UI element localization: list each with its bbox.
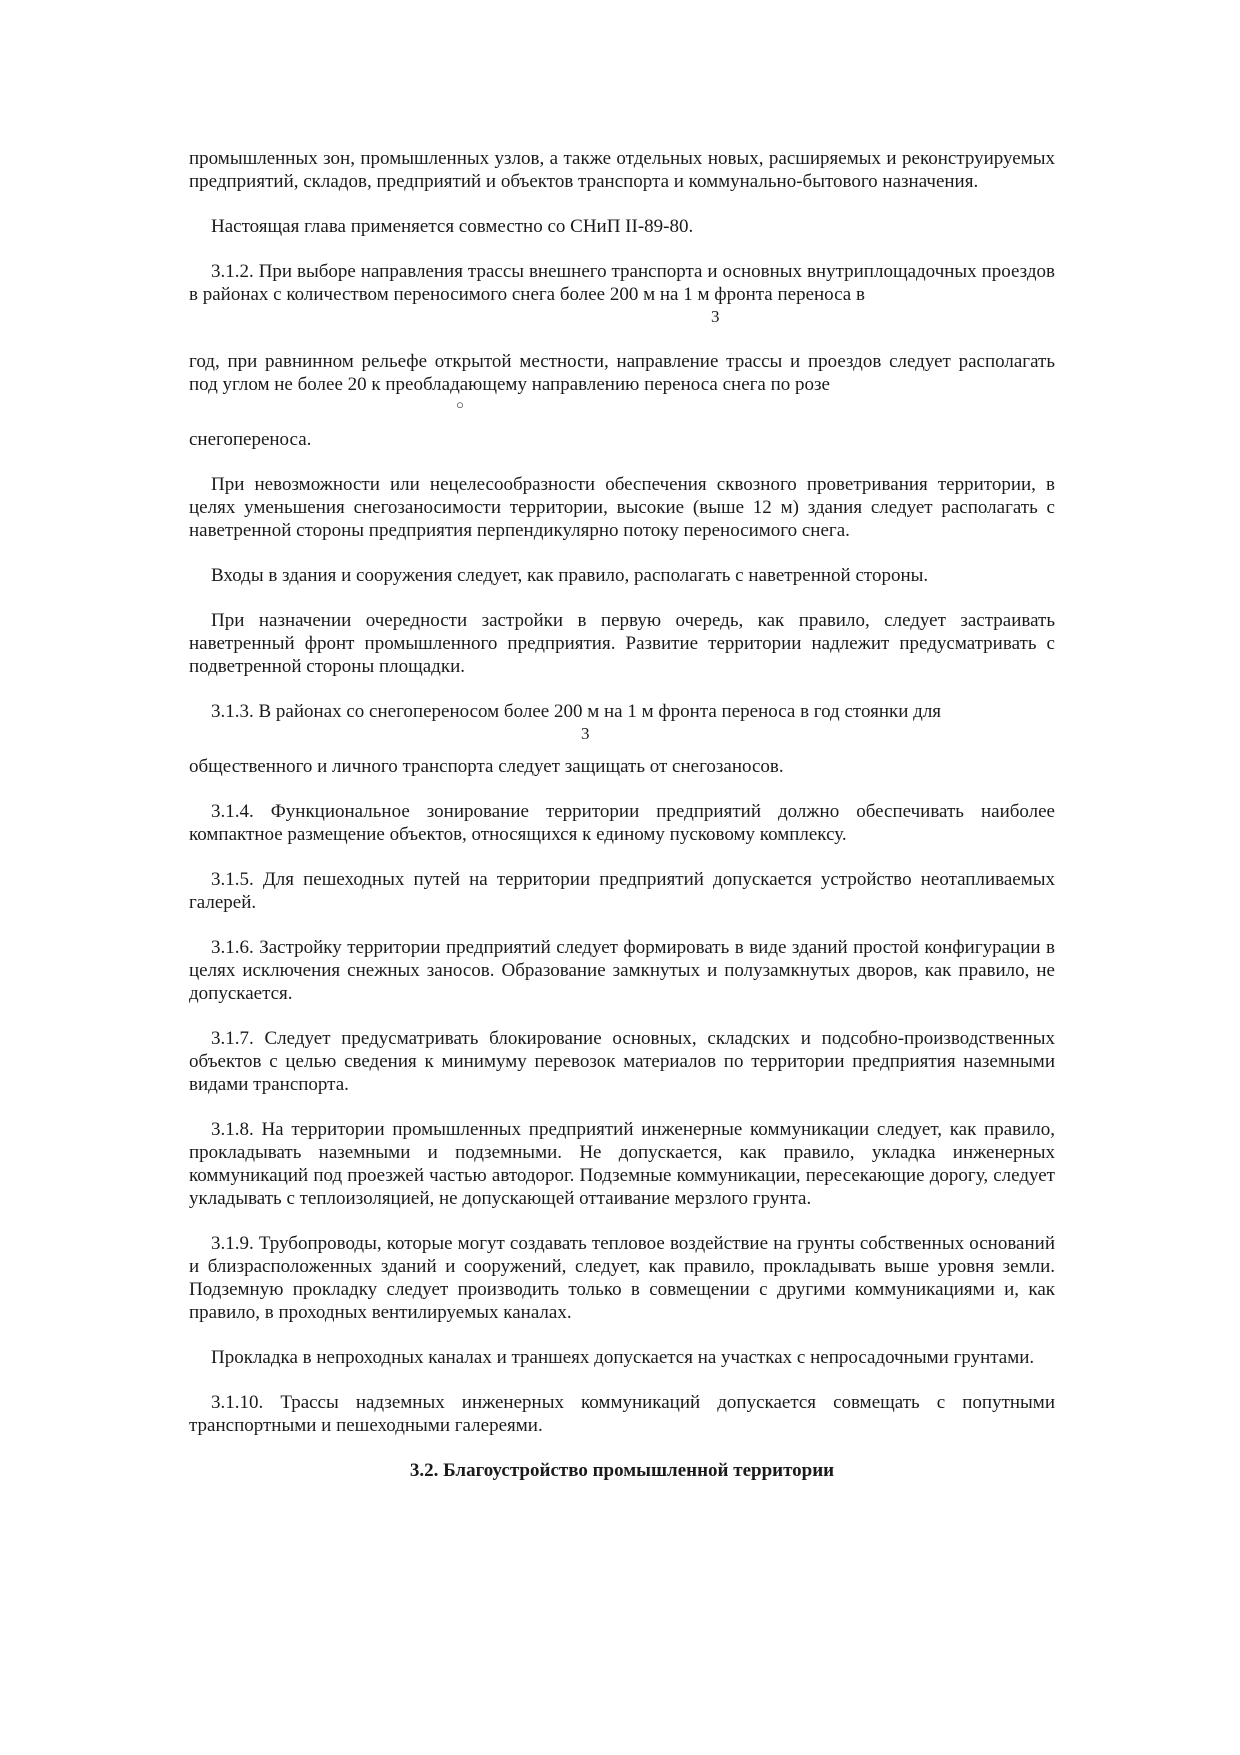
paragraph-channels: Прокладка в непроходных каналах и траншеях допускается на участках с непросадочными грунтами. <box>211 1347 1035 1368</box>
paragraph-snip-reference: Настоящая глава применяется совместно со СНиП II-89-80. <box>211 216 694 237</box>
paragraph-3-1-3-part1: 3.1.3. В районах со снегопереносом более 200 м на 1 м фронта переноса в год стоянки для <box>211 701 942 722</box>
degree-symbol-row <box>189 395 1055 418</box>
paragraph-entrances: Входы в здания и сооружения следует, как правило, располагать с наветренной стороны. <box>211 565 929 586</box>
paragraph-3-1-2-part3: снегопереноса. <box>189 429 312 450</box>
paragraph-3-1-8: 3.1.8. На территории промышленных предприятий инженерные коммуникации следует, как правило, прокладывать наземными и подземными. Не допускается, как правило, укладка инженерных коммуникаций под проезжей частью автодорог. Подземные коммуникации, пересекающие дорогу, следует укладывать с теплоизоляцией, не допускающей оттаивание мерзлого грунта. <box>189 1119 1055 1209</box>
paragraph-construction-order: При назначении очередности застройки в первую очередь, как правило, следует застраивать наветренный фронт промышленного предприятия. Развитие территории надлежит предусматривать с подветренной стороны площадки. <box>189 610 1055 677</box>
paragraph-ventilation: При невозможности или нецелесообразности обеспечения сквозного проветривания территории, в целях уменьшения снегозаносимости территории, высокие (выше 12 м) здания следует располагать с наветренной стороны предприятия перпендикулярно потоку переносимого снега. <box>189 474 1055 541</box>
cubic-superscript-row <box>189 305 1055 328</box>
cubic-superscript: 3 <box>711 307 720 326</box>
paragraph-3-1-9: 3.1.9. Трубопроводы, которые могут создавать тепловое воздействие на грунты собственных оснований и близрасположенных зданий и сооружений, следует, как правило, прокладывать выше уровня земли. Подземную прокладку следует производить только в совмещении с другими коммуникациями и, как правило, в проходных вентилируемых каналах. <box>189 1233 1055 1323</box>
cubic-superscript-row-2 <box>189 722 1055 745</box>
degree-symbol: ○ <box>456 397 464 412</box>
paragraph-3-1-6: 3.1.6. Застройку территории предприятий следует формировать в виде зданий простой конфигурации в целях исключения снежных заносов. Образование замкнутых и полузамкнутых дворов, как правило, не допускается. <box>189 937 1055 1004</box>
document-page <box>189 147 1055 1482</box>
paragraph-3-1-10: 3.1.10. Трассы надземных инженерных коммуникаций допускается совмещать с попутными транспортными и пешеходными галереями. <box>189 1392 1055 1436</box>
paragraph-3-1-4: 3.1.4. Функциональное зонирование территории предприятий должно обеспечивать наиболее компактное размещение объектов, относящихся к единому пусковому комплексу. <box>189 801 1055 845</box>
paragraph-3-1-3-part2: общественного и личного транспорта следует защищать от снегозаносов. <box>189 756 784 777</box>
paragraph-3-1-2-part1: 3.1.2. При выборе направления трассы внешнего транспорта и основных внутриплощадочных проездов в районах с количеством переносимого снега более 200 м на 1 м фронта переноса в <box>189 261 1055 305</box>
paragraph-3-1-5: 3.1.5. Для пешеходных путей на территории предприятий допускается устройство неотапливаемых галерей. <box>189 869 1055 913</box>
cubic-superscript-2: 3 <box>581 724 590 743</box>
paragraph-3-1-7: 3.1.7. Следует предусматривать блокирование основных, складских и подсобно-производственных объектов с целью сведения к минимуму перевозок материалов по территории предприятия наземными видами транспорта. <box>189 1028 1055 1095</box>
paragraph-intro: промышленных зон, промышленных узлов, а также отдельных новых, расширяемых и реконструируемых предприятий, складов, предприятий и объектов транспорта и коммунально-бытового назначения. <box>189 148 1055 192</box>
section-heading-3-2: 3.2. Благоустройство промышленной территории <box>409 1460 835 1481</box>
paragraph-3-1-2-part2: год, при равнинном рельефе открытой местности, направление трассы и проездов следует располагать под углом не более 20 к преобладающему направлению переноса снега по розе <box>189 351 1055 395</box>
